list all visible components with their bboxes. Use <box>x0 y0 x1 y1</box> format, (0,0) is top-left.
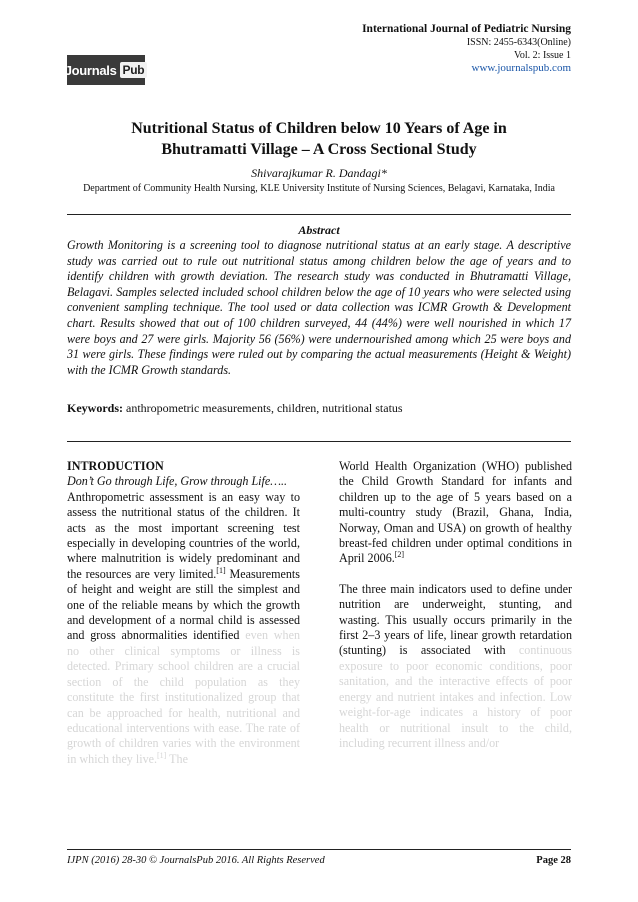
footer-rule <box>67 849 571 850</box>
journal-header <box>362 23 571 75</box>
footer-citation: IJPN (2016) 28-30 © JournalsPub 2016. All Rights Reserved <box>67 855 325 866</box>
who-paragraph <box>339 459 572 567</box>
right-column <box>339 459 572 751</box>
article-title <box>67 118 571 160</box>
indicators-text-faded: continuous exposure to poor economic conditions, poor sanitation, and the interactive effects of poor energy and nutrient intakes and infection. Low weight-for-age indicates a history of poor health or nutritional insult to the child, including recurrent illness and/or <box>339 643 572 750</box>
introduction-quote: Don’t Go through Life, Grow through Life….. <box>67 474 288 489</box>
indicators-paragraph <box>339 582 572 751</box>
introduction-heading: INTRODUCTION <box>67 459 164 473</box>
intro-text-faded-end: The <box>166 751 188 766</box>
paragraph-gap <box>339 567 572 582</box>
introduction-paragraph <box>67 490 300 767</box>
journal-name: International Journal of Pediatric Nursing <box>362 23 571 35</box>
citation-1: [1] <box>216 565 226 575</box>
article-title-line2: Bhutramatti Village – A Cross Sectional Study <box>161 141 477 158</box>
abstract-heading: Abstract <box>298 223 340 237</box>
journal-website-link[interactable]: www.journalspub.com <box>471 62 571 74</box>
article-title-line1: Nutritional Status of Children below 10 Years of Age in <box>131 120 507 137</box>
keywords <box>67 401 571 416</box>
abstract-text: Growth Monitoring is a screening tool to diagnose nutritional status at an early stage. A descriptive study was carried out to rule out nutritional status among children below the age of years and to identify children with growth deviation. The research study was conducted in Bhutramatti Village, Belagavi. Samples selected included school children below the age of 10 years who were selected using convenient sampling technique. The tool used or data collection was ICMR Growth & Development chart. Results showed that out of 100 children surveyed, 44 (44%) were well nourished in which 17 were boys and 27 were girls. Majority 56 (56%) were undernourished among which 25 were boys and 31 were girls. These findings were ruled out by comparing the actual measurements (Height & Weight) with the ICMR Growth standards. <box>67 238 571 377</box>
journal-volume: Vol. 2: Issue 1 <box>513 50 571 61</box>
keywords-text: anthropometric measurements, children, nutritional status <box>123 401 403 415</box>
who-text: World Health Organization (WHO) published the Child Growth Standard for infants and children up to the age of 5 years based on a multi-country study (Brazil, Ghana, India, Norway, Oman and USA) on growth of healthy breast-fed children under optimal conditions in April 2006. <box>339 459 572 566</box>
logo-text-journals: Journals <box>64 62 117 78</box>
left-column <box>67 459 300 767</box>
page-footer <box>67 855 571 866</box>
abstract-top-rule <box>67 214 571 215</box>
abstract-bottom-rule <box>67 441 571 442</box>
author-name: Shivarajkumar R. Dandagi* <box>251 166 387 180</box>
indicators-text: The three main indicators used to define under nutrition are underweight, stunting, and wasting. This usually occurs primarily in the first 2–3 years of life, linear growth retardation (stunting) is associated with <box>339 581 572 658</box>
journalspub-logo <box>64 55 145 85</box>
logo-text-pub: Pub <box>120 62 148 78</box>
intro-text-b: Measurements of height and weight are still the simplest and one of the reliable means by which the growth and development of a normal child is assessed and gross abnormalities identified <box>67 566 300 643</box>
intro-text-faded: even when no other clinical symptoms or illness is detected. Primary school children are a crucial section of the child population as they constitute the first institutionalized group that can be approached for health, nutritional and educational interventions with ease. The rate of growth of children varies with the environment in which they live. <box>67 628 300 766</box>
intro-text-a: Anthropometric assessment is an easy way to assess the nutritional status of the children. It acts as the most important screening test especially in developing countries of the world, where malnutrition is widely predominant and the resources are very limited. <box>67 489 300 581</box>
journal-issn: ISSN: 2455-6343(Online) <box>466 37 571 48</box>
page-number: Page 28 <box>536 855 571 866</box>
author-affiliation: Department of Community Health Nursing, KLE University Institute of Nursing Sciences, Belagavi, Karnataka, India <box>83 183 555 194</box>
keywords-label: Keywords: <box>67 401 123 415</box>
citation-2: [2] <box>394 550 405 560</box>
citation-faded: [1] <box>157 750 167 760</box>
